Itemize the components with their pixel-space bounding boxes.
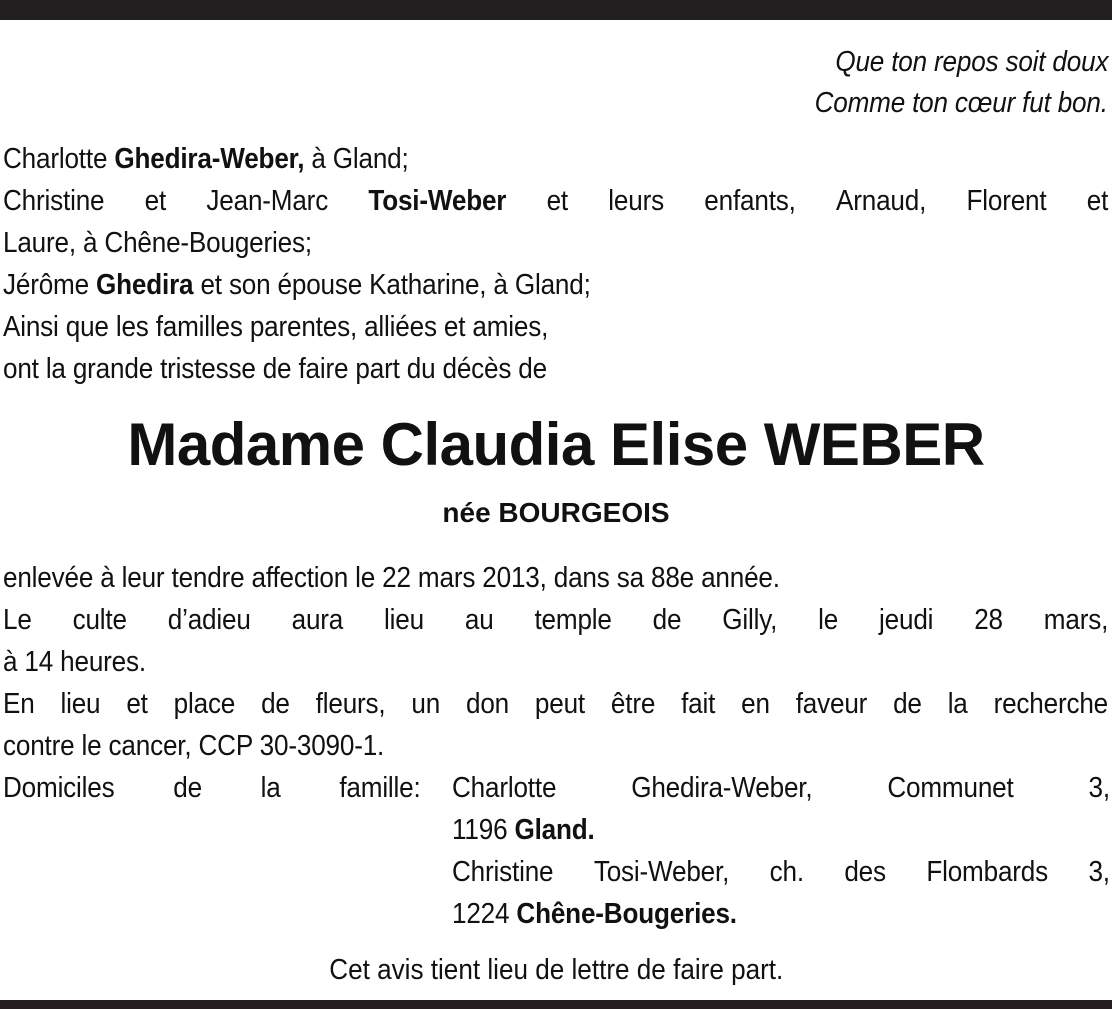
word: 28 (974, 604, 1003, 636)
word: 3, (1088, 772, 1110, 804)
word: Arnaud, (836, 185, 927, 217)
word: culte (72, 604, 127, 636)
family-line-1-post: à Gland; (304, 143, 409, 175)
word: au (464, 604, 494, 636)
address-1-zip: 1196 (452, 814, 515, 846)
domiciles-label (3, 768, 421, 809)
family-line-4-post: et son épouse Katharine, à Gland; (193, 269, 591, 301)
word: lieu (60, 688, 101, 720)
word: En (3, 688, 35, 720)
word: un (411, 688, 441, 720)
family-line-4 (3, 265, 591, 306)
word: de (652, 604, 682, 636)
details-line-3: à 14 heures. (3, 646, 146, 678)
word: de (893, 688, 922, 720)
word: Jean-Marc (206, 185, 329, 217)
word: en (741, 688, 770, 720)
word: leurs (608, 185, 664, 217)
word: de (261, 688, 290, 720)
word: Tosi-Weber, (593, 856, 730, 888)
word-bold: Tosi-Weber (368, 185, 507, 217)
details-line-2 (3, 600, 1108, 641)
word: d’adieu (167, 604, 251, 636)
address-1-line-1 (452, 768, 1110, 809)
epitaph-line-2: Comme ton cœur fut bon. (814, 87, 1108, 119)
family-line-2 (3, 181, 1108, 222)
family-line-1 (3, 139, 409, 180)
word: Domiciles (3, 772, 115, 804)
word: 3, (1088, 856, 1110, 888)
word: aura (291, 604, 344, 636)
word: Communet (887, 772, 1014, 804)
family-line-4-pre: Jérôme (3, 269, 97, 301)
family-line-4-bold: Ghedira (96, 269, 194, 301)
word: Christine (452, 856, 554, 888)
word: Christine (3, 185, 105, 217)
deceased-name: Madame Claudia Elise WEBER (127, 411, 985, 478)
family-line-6: ont la grande tristesse de faire part du décès de (3, 353, 547, 385)
details-line-5: contre le cancer, CCP 30-3090-1. (3, 730, 385, 762)
closing-note-text: Cet avis tient lieu de lettre de faire part. (328, 954, 784, 986)
address-1-city: Gland. (514, 814, 595, 846)
word: famille: (339, 772, 421, 804)
address-2-line-1 (452, 852, 1110, 893)
word: Gilly, (722, 604, 778, 636)
word: Ghedira-Weber, (631, 772, 813, 804)
word: faveur (795, 688, 868, 720)
details-line-4 (3, 684, 1108, 725)
word: la (947, 688, 968, 720)
word: place (173, 688, 236, 720)
word: être (610, 688, 656, 720)
word: lieu (384, 604, 424, 636)
word: fleurs, (315, 688, 386, 720)
word: de (173, 772, 202, 804)
bottom-rule (0, 1000, 1112, 1009)
address-2-line-2 (452, 894, 737, 935)
word: don (465, 688, 510, 720)
word: mars, (1043, 604, 1109, 636)
word: fait (681, 688, 716, 720)
family-line-1-bold: Ghedira-Weber, (114, 143, 305, 175)
word: et (126, 688, 148, 720)
family-line-3: Laure, à Chêne-Bougeries; (3, 227, 312, 259)
word: le (818, 604, 839, 636)
word: la (260, 772, 281, 804)
word: et (546, 185, 569, 217)
address-2-zip: 1224 (452, 898, 517, 930)
word: Flombards (926, 856, 1049, 888)
details-line-1: enlevée à leur tendre affection le 22 mars 2013, dans sa 88e année. (3, 562, 780, 594)
word: Le (3, 604, 32, 636)
word: Florent (966, 185, 1047, 217)
maiden-name: née BOURGEOIS (442, 497, 670, 528)
address-1-line-2 (452, 810, 595, 851)
word: et (144, 185, 167, 217)
epitaph-line-1: Que ton repos soit doux (835, 46, 1108, 78)
word: enfants, (704, 185, 796, 217)
word: peut (534, 688, 586, 720)
top-rule (0, 0, 1112, 20)
word: des (844, 856, 886, 888)
word: temple (534, 604, 612, 636)
word: jeudi (879, 604, 934, 636)
address-2-city: Chêne-Bougeries. (516, 898, 737, 930)
family-line-5: Ainsi que les familles parentes, alliées et amies, (3, 311, 549, 343)
word: Charlotte (452, 772, 557, 804)
word: ch. (769, 856, 804, 888)
closing-note (0, 950, 1112, 991)
family-line-1-pre: Charlotte (3, 143, 115, 175)
word: et (1086, 185, 1109, 217)
word: recherche (993, 688, 1109, 720)
